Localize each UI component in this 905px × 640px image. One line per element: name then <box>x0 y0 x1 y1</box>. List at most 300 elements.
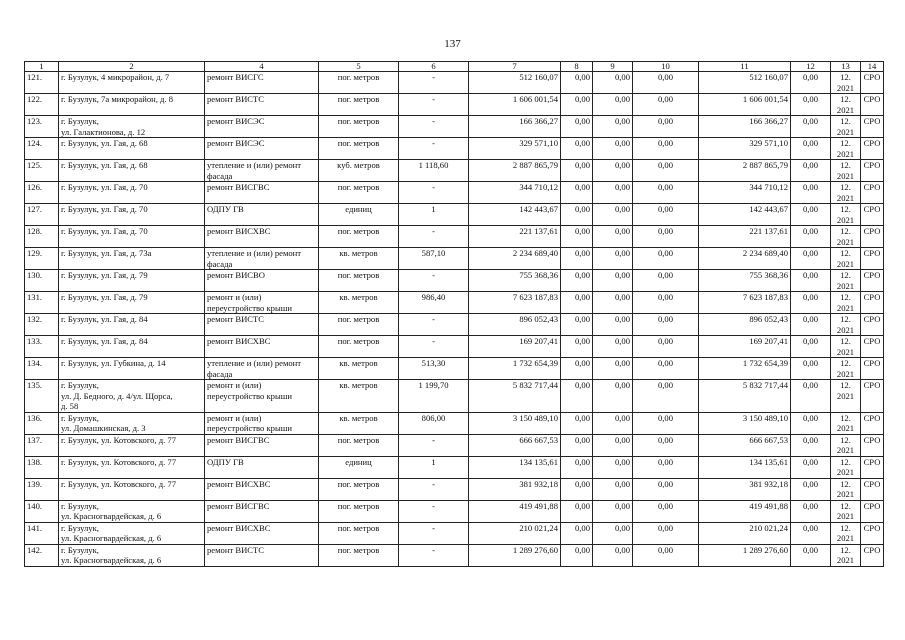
col10-cell: 0,00 <box>633 314 699 336</box>
address-line: г. Бузулук, <box>61 116 99 126</box>
quantity-cell: 1 199,70 <box>399 380 469 413</box>
row-number: 141. <box>25 522 59 544</box>
address-line: г. Бузулук, ул. Котовского, д. 77 <box>61 434 177 445</box>
work-type-cell: ОДПУ ГВ <box>205 204 319 226</box>
table-header <box>25 62 884 72</box>
row-number: 131. <box>25 292 59 314</box>
completion-date-cell: 12. 2021 <box>831 270 861 292</box>
address-cell <box>59 116 205 138</box>
col8-cell: 0,00 <box>561 336 593 358</box>
col8-cell: 0,00 <box>561 314 593 336</box>
col9-cell: 0,00 <box>593 434 633 456</box>
unit-cell: кв. метров <box>319 358 399 380</box>
quantity-cell: - <box>399 72 469 94</box>
col10-cell: 0,00 <box>633 456 699 478</box>
row-number: 139. <box>25 478 59 500</box>
col8-cell: 0,00 <box>561 270 593 292</box>
table-row <box>25 94 884 116</box>
total-cost-cell: 1 289 276,60 <box>469 544 561 566</box>
column-header: 5 <box>319 62 399 72</box>
col9-cell: 0,00 <box>593 270 633 292</box>
unit-cell: пог. метров <box>319 72 399 94</box>
address-line: г. Бузулук, <box>61 522 99 533</box>
col12-cell: 0,00 <box>791 204 831 226</box>
col10-cell: 0,00 <box>633 434 699 456</box>
column-header: 13 <box>831 62 861 72</box>
quantity-cell: - <box>399 138 469 160</box>
address-line: г. Бузулук, ул. Котовского, д. 77 <box>61 456 177 467</box>
row-number: 134. <box>25 358 59 380</box>
completion-date-cell: 12. 2021 <box>831 314 861 336</box>
col8-cell: 0,00 <box>561 160 593 182</box>
address-cell <box>59 182 205 204</box>
col9-cell: 0,00 <box>593 358 633 380</box>
completion-date-cell: 12. 2021 <box>831 522 861 544</box>
address-cell <box>59 160 205 182</box>
total-cost-cell: 1 732 654,39 <box>469 358 561 380</box>
method-cell: СРО <box>861 412 884 434</box>
row-number: 122. <box>25 94 59 116</box>
quantity-cell: 806,00 <box>399 412 469 434</box>
col9-cell: 0,00 <box>593 94 633 116</box>
work-type-cell: ОДПУ ГВ <box>205 456 319 478</box>
method-cell: СРО <box>861 226 884 248</box>
table-row <box>25 358 884 380</box>
col11-cell: 381 932,18 <box>699 478 791 500</box>
col10-cell: 0,00 <box>633 160 699 182</box>
quantity-cell: - <box>399 116 469 138</box>
col9-cell: 0,00 <box>593 412 633 434</box>
col11-cell: 2 234 689,40 <box>699 248 791 270</box>
col11-cell: 329 571,10 <box>699 138 791 160</box>
col9-cell: 0,00 <box>593 204 633 226</box>
unit-cell: пог. метров <box>319 522 399 544</box>
row-number: 129. <box>25 248 59 270</box>
col11-cell: 7 623 187,83 <box>699 292 791 314</box>
address-cell <box>59 248 205 270</box>
address-cell <box>59 94 205 116</box>
method-cell: СРО <box>861 380 884 413</box>
work-type-cell: ремонт ВИСХВС <box>205 478 319 500</box>
col11-cell: 419 491,88 <box>699 500 791 522</box>
method-cell: СРО <box>861 336 884 358</box>
col12-cell: 0,00 <box>791 412 831 434</box>
address-cell <box>59 478 205 500</box>
address-line: ул. Домашкинская, д. 3 <box>61 423 146 433</box>
col12-cell: 0,00 <box>791 270 831 292</box>
col11-cell: 666 667,53 <box>699 434 791 456</box>
unit-cell: пог. метров <box>319 434 399 456</box>
method-cell: СРО <box>861 358 884 380</box>
col12-cell: 0,00 <box>791 94 831 116</box>
table-row <box>25 204 884 226</box>
col12-cell: 0,00 <box>791 336 831 358</box>
col12-cell: 0,00 <box>791 380 831 413</box>
row-number: 121. <box>25 72 59 94</box>
address-cell <box>59 456 205 478</box>
work-type-cell: утепление и (или) ремонт фасада <box>205 160 319 182</box>
address-cell <box>59 434 205 456</box>
quantity-cell: - <box>399 500 469 522</box>
address-line: г. Бузулук, ул. Гая, д. 73а <box>61 248 152 258</box>
completion-date-cell: 12. 2021 <box>831 380 861 413</box>
work-type-cell: ремонт и (или) переустройство крыши <box>205 380 319 413</box>
col8-cell: 0,00 <box>561 72 593 94</box>
col9-cell: 0,00 <box>593 138 633 160</box>
col11-cell: 755 368,36 <box>699 270 791 292</box>
col9-cell: 0,00 <box>593 456 633 478</box>
unit-cell: кв. метров <box>319 380 399 413</box>
col12-cell: 0,00 <box>791 522 831 544</box>
column-header: 14 <box>861 62 884 72</box>
completion-date-cell: 12. 2021 <box>831 434 861 456</box>
col10-cell: 0,00 <box>633 500 699 522</box>
col12-cell: 0,00 <box>791 138 831 160</box>
quantity-cell: - <box>399 226 469 248</box>
total-cost-cell: 344 710,12 <box>469 182 561 204</box>
total-cost-cell: 142 443,67 <box>469 204 561 226</box>
quantity-cell: 1 118,60 <box>399 160 469 182</box>
work-type-cell: ремонт и (или) переустройство крыши <box>205 412 319 434</box>
col10-cell: 0,00 <box>633 72 699 94</box>
address-line: г. Бузулук, 4 микрорайон, д. 7 <box>61 72 170 82</box>
table-body <box>25 72 884 567</box>
work-type-cell: ремонт ВИСХВС <box>205 336 319 358</box>
col11-cell: 221 137,61 <box>699 226 791 248</box>
col9-cell: 0,00 <box>593 336 633 358</box>
col12-cell: 0,00 <box>791 456 831 478</box>
column-header: 4 <box>205 62 319 72</box>
method-cell: СРО <box>861 456 884 478</box>
col8-cell: 0,00 <box>561 226 593 248</box>
address-cell <box>59 226 205 248</box>
col9-cell: 0,00 <box>593 500 633 522</box>
col11-cell: 2 887 865,79 <box>699 160 791 182</box>
quantity-cell: 986,40 <box>399 292 469 314</box>
col10-cell: 0,00 <box>633 358 699 380</box>
col10-cell: 0,00 <box>633 270 699 292</box>
table-row <box>25 478 884 500</box>
total-cost-cell: 5 832 717,44 <box>469 380 561 413</box>
table-row <box>25 72 884 94</box>
address-cell <box>59 544 205 566</box>
col10-cell: 0,00 <box>633 204 699 226</box>
completion-date-cell: 12. 2021 <box>831 500 861 522</box>
completion-date-cell: 12. 2021 <box>831 358 861 380</box>
row-number: 130. <box>25 270 59 292</box>
completion-date-cell: 12. 2021 <box>831 412 861 434</box>
method-cell: СРО <box>861 292 884 314</box>
work-type-cell: ремонт ВИСХВС <box>205 226 319 248</box>
quantity-cell: - <box>399 522 469 544</box>
col11-cell: 1 732 654,39 <box>699 358 791 380</box>
col12-cell: 0,00 <box>791 292 831 314</box>
col10-cell: 0,00 <box>633 116 699 138</box>
table-row <box>25 116 884 138</box>
address-line: г. Бузулук, ул. Гая, д. 79 <box>61 292 148 302</box>
quantity-cell: - <box>399 434 469 456</box>
unit-cell: пог. метров <box>319 500 399 522</box>
table-row <box>25 248 884 270</box>
row-number: 137. <box>25 434 59 456</box>
table-row <box>25 226 884 248</box>
table-row <box>25 314 884 336</box>
unit-cell: пог. метров <box>319 314 399 336</box>
unit-cell: пог. метров <box>319 544 399 566</box>
address-line: г. Бузулук, ул. Гая, д. 84 <box>61 314 148 324</box>
col11-cell: 5 832 717,44 <box>699 380 791 413</box>
total-cost-cell: 512 160,07 <box>469 72 561 94</box>
col10-cell: 0,00 <box>633 522 699 544</box>
unit-cell: единиц <box>319 204 399 226</box>
col8-cell: 0,00 <box>561 182 593 204</box>
total-cost-cell: 3 150 489,10 <box>469 412 561 434</box>
col8-cell: 0,00 <box>561 478 593 500</box>
row-number: 142. <box>25 544 59 566</box>
col9-cell: 0,00 <box>593 116 633 138</box>
col11-cell: 142 443,67 <box>699 204 791 226</box>
address-line: г. Бузулук, ул. Гая, д. 79 <box>61 270 148 280</box>
method-cell: СРО <box>861 248 884 270</box>
row-number: 132. <box>25 314 59 336</box>
completion-date-cell: 12. 2021 <box>831 248 861 270</box>
col11-cell: 169 207,41 <box>699 336 791 358</box>
address-line: г. Бузулук, ул. Гая, д. 70 <box>61 226 148 236</box>
table-row <box>25 500 884 522</box>
col8-cell: 0,00 <box>561 456 593 478</box>
address-cell <box>59 380 205 413</box>
method-cell: СРО <box>861 138 884 160</box>
column-header: 12 <box>791 62 831 72</box>
col12-cell: 0,00 <box>791 434 831 456</box>
col10-cell: 0,00 <box>633 292 699 314</box>
work-type-cell: ремонт ВИСГВС <box>205 434 319 456</box>
column-header: 9 <box>593 62 633 72</box>
quantity-cell: 513,30 <box>399 358 469 380</box>
completion-date-cell: 12. 2021 <box>831 138 861 160</box>
col11-cell: 1 289 276,60 <box>699 544 791 566</box>
completion-date-cell: 12. 2021 <box>831 204 861 226</box>
col8-cell: 0,00 <box>561 94 593 116</box>
total-cost-cell: 221 137,61 <box>469 226 561 248</box>
column-header: 8 <box>561 62 593 72</box>
col8-cell: 0,00 <box>561 292 593 314</box>
work-type-cell: ремонт ВИСГВС <box>205 182 319 204</box>
col10-cell: 0,00 <box>633 380 699 413</box>
work-type-cell: ремонт ВИСТС <box>205 314 319 336</box>
address-line: д. 58 <box>61 401 79 411</box>
quantity-cell: - <box>399 270 469 292</box>
address-line: г. Бузулук, ул. Гая, д. 84 <box>61 336 148 346</box>
col12-cell: 0,00 <box>791 358 831 380</box>
work-type-cell: ремонт ВИСВО <box>205 270 319 292</box>
row-number: 138. <box>25 456 59 478</box>
quantity-cell: - <box>399 544 469 566</box>
col9-cell: 0,00 <box>593 522 633 544</box>
table-row <box>25 292 884 314</box>
col12-cell: 0,00 <box>791 160 831 182</box>
col11-cell: 1 606 001,54 <box>699 94 791 116</box>
unit-cell: кв. метров <box>319 292 399 314</box>
col12-cell: 0,00 <box>791 116 831 138</box>
address-cell <box>59 336 205 358</box>
col11-cell: 210 021,24 <box>699 522 791 544</box>
row-number: 133. <box>25 336 59 358</box>
work-type-cell: ремонт ВИСГС <box>205 72 319 94</box>
col8-cell: 0,00 <box>561 522 593 544</box>
unit-cell: пог. метров <box>319 116 399 138</box>
address-line: ул. Красногвардейская, д. 6 <box>61 533 162 543</box>
method-cell: СРО <box>861 478 884 500</box>
col12-cell: 0,00 <box>791 478 831 500</box>
address-cell <box>59 412 205 434</box>
work-type-cell: ремонт ВИСХВС <box>205 522 319 544</box>
col10-cell: 0,00 <box>633 544 699 566</box>
method-cell: СРО <box>861 544 884 566</box>
work-type-cell: ремонт ВИСЭС <box>205 116 319 138</box>
completion-date-cell: 12. 2021 <box>831 94 861 116</box>
col10-cell: 0,00 <box>633 478 699 500</box>
col8-cell: 0,00 <box>561 500 593 522</box>
work-type-cell: ремонт ВИСЭС <box>205 138 319 160</box>
page-number: 137 <box>444 38 461 50</box>
unit-cell: пог. метров <box>319 336 399 358</box>
table-row <box>25 336 884 358</box>
row-number: 140. <box>25 500 59 522</box>
address-line: г. Бузулук, <box>61 500 99 511</box>
col10-cell: 0,00 <box>633 138 699 160</box>
address-line: г. Бузулук, ул. Гая, д. 70 <box>61 182 148 192</box>
col9-cell: 0,00 <box>593 478 633 500</box>
table-row <box>25 412 884 434</box>
col12-cell: 0,00 <box>791 248 831 270</box>
unit-cell: единиц <box>319 456 399 478</box>
unit-cell: пог. метров <box>319 182 399 204</box>
address-line: г. Бузулук, ул. Котовского, д. 77 <box>61 478 177 489</box>
quantity-cell: - <box>399 336 469 358</box>
method-cell: СРО <box>861 116 884 138</box>
col10-cell: 0,00 <box>633 182 699 204</box>
method-cell: СРО <box>861 72 884 94</box>
column-header: 10 <box>633 62 699 72</box>
row-number: 125. <box>25 160 59 182</box>
work-type-cell: утепление и (или) ремонт фасада <box>205 248 319 270</box>
col8-cell: 0,00 <box>561 412 593 434</box>
column-number-row <box>25 62 884 72</box>
work-type-cell: ремонт ВИСТС <box>205 94 319 116</box>
table-row <box>25 522 884 544</box>
col8-cell: 0,00 <box>561 434 593 456</box>
row-number: 124. <box>25 138 59 160</box>
completion-date-cell: 12. 2021 <box>831 456 861 478</box>
unit-cell: кв. метров <box>319 412 399 434</box>
col9-cell: 0,00 <box>593 182 633 204</box>
address-line: г. Бузулук, ул. Гая, д. 68 <box>61 160 148 170</box>
address-cell <box>59 270 205 292</box>
total-cost-cell: 134 135,61 <box>469 456 561 478</box>
col10-cell: 0,00 <box>633 248 699 270</box>
unit-cell: кв. метров <box>319 248 399 270</box>
col10-cell: 0,00 <box>633 226 699 248</box>
column-header: 11 <box>699 62 791 72</box>
unit-cell: пог. метров <box>319 478 399 500</box>
column-header: 6 <box>399 62 469 72</box>
completion-date-cell: 12. 2021 <box>831 116 861 138</box>
col11-cell: 166 366,27 <box>699 116 791 138</box>
row-number: 126. <box>25 182 59 204</box>
address-line: ул. Галактионова, д. 12 <box>61 126 146 137</box>
col8-cell: 0,00 <box>561 116 593 138</box>
total-cost-cell: 2 234 689,40 <box>469 248 561 270</box>
method-cell: СРО <box>861 522 884 544</box>
completion-date-cell: 12. 2021 <box>831 336 861 358</box>
table-row <box>25 434 884 456</box>
column-header: 7 <box>469 62 561 72</box>
table-row <box>25 182 884 204</box>
method-cell: СРО <box>861 94 884 116</box>
table-row <box>25 544 884 566</box>
quantity-cell: - <box>399 314 469 336</box>
row-number: 135. <box>25 380 59 413</box>
total-cost-cell: 210 021,24 <box>469 522 561 544</box>
completion-date-cell: 12. 2021 <box>831 292 861 314</box>
col9-cell: 0,00 <box>593 314 633 336</box>
col10-cell: 0,00 <box>633 94 699 116</box>
col11-cell: 344 710,12 <box>699 182 791 204</box>
address-line: г. Бузулук, <box>61 412 99 423</box>
total-cost-cell: 666 667,53 <box>469 434 561 456</box>
table-row <box>25 456 884 478</box>
col10-cell: 0,00 <box>633 412 699 434</box>
work-type-cell: ремонт ВИСТС <box>205 544 319 566</box>
total-cost-cell: 755 368,36 <box>469 270 561 292</box>
col11-cell: 896 052,43 <box>699 314 791 336</box>
unit-cell: пог. метров <box>319 138 399 160</box>
address-line: г. Бузулук, <box>61 544 99 555</box>
method-cell: СРО <box>861 182 884 204</box>
row-number: 136. <box>25 412 59 434</box>
address-line: г. Бузулук, 7а микрорайон, д. 8 <box>61 94 173 104</box>
col11-cell: 3 150 489,10 <box>699 412 791 434</box>
work-type-cell: ремонт и (или) переустройство крыши <box>205 292 319 314</box>
col12-cell: 0,00 <box>791 500 831 522</box>
row-number: 127. <box>25 204 59 226</box>
col8-cell: 0,00 <box>561 138 593 160</box>
work-type-cell: ремонт ВИСГВС <box>205 500 319 522</box>
col11-cell: 134 135,61 <box>699 456 791 478</box>
address-cell <box>59 314 205 336</box>
address-cell <box>59 358 205 380</box>
col8-cell: 0,00 <box>561 204 593 226</box>
unit-cell: пог. метров <box>319 226 399 248</box>
table-row <box>25 270 884 292</box>
address-line: г. Бузулук, ул. Губкина, д. 14 <box>61 358 166 368</box>
address-cell <box>59 500 205 522</box>
address-line: г. Бузулук, <box>61 380 99 390</box>
total-cost-cell: 1 606 001,54 <box>469 94 561 116</box>
completion-date-cell: 12. 2021 <box>831 182 861 204</box>
col11-cell: 512 160,07 <box>699 72 791 94</box>
quantity-cell: 587,10 <box>399 248 469 270</box>
col9-cell: 0,00 <box>593 72 633 94</box>
address-cell <box>59 204 205 226</box>
method-cell: СРО <box>861 500 884 522</box>
method-cell: СРО <box>861 434 884 456</box>
col12-cell: 0,00 <box>791 72 831 94</box>
total-cost-cell: 169 207,41 <box>469 336 561 358</box>
column-header: 2 <box>59 62 205 72</box>
address-line: г. Бузулук, ул. Гая, д. 70 <box>61 204 148 214</box>
